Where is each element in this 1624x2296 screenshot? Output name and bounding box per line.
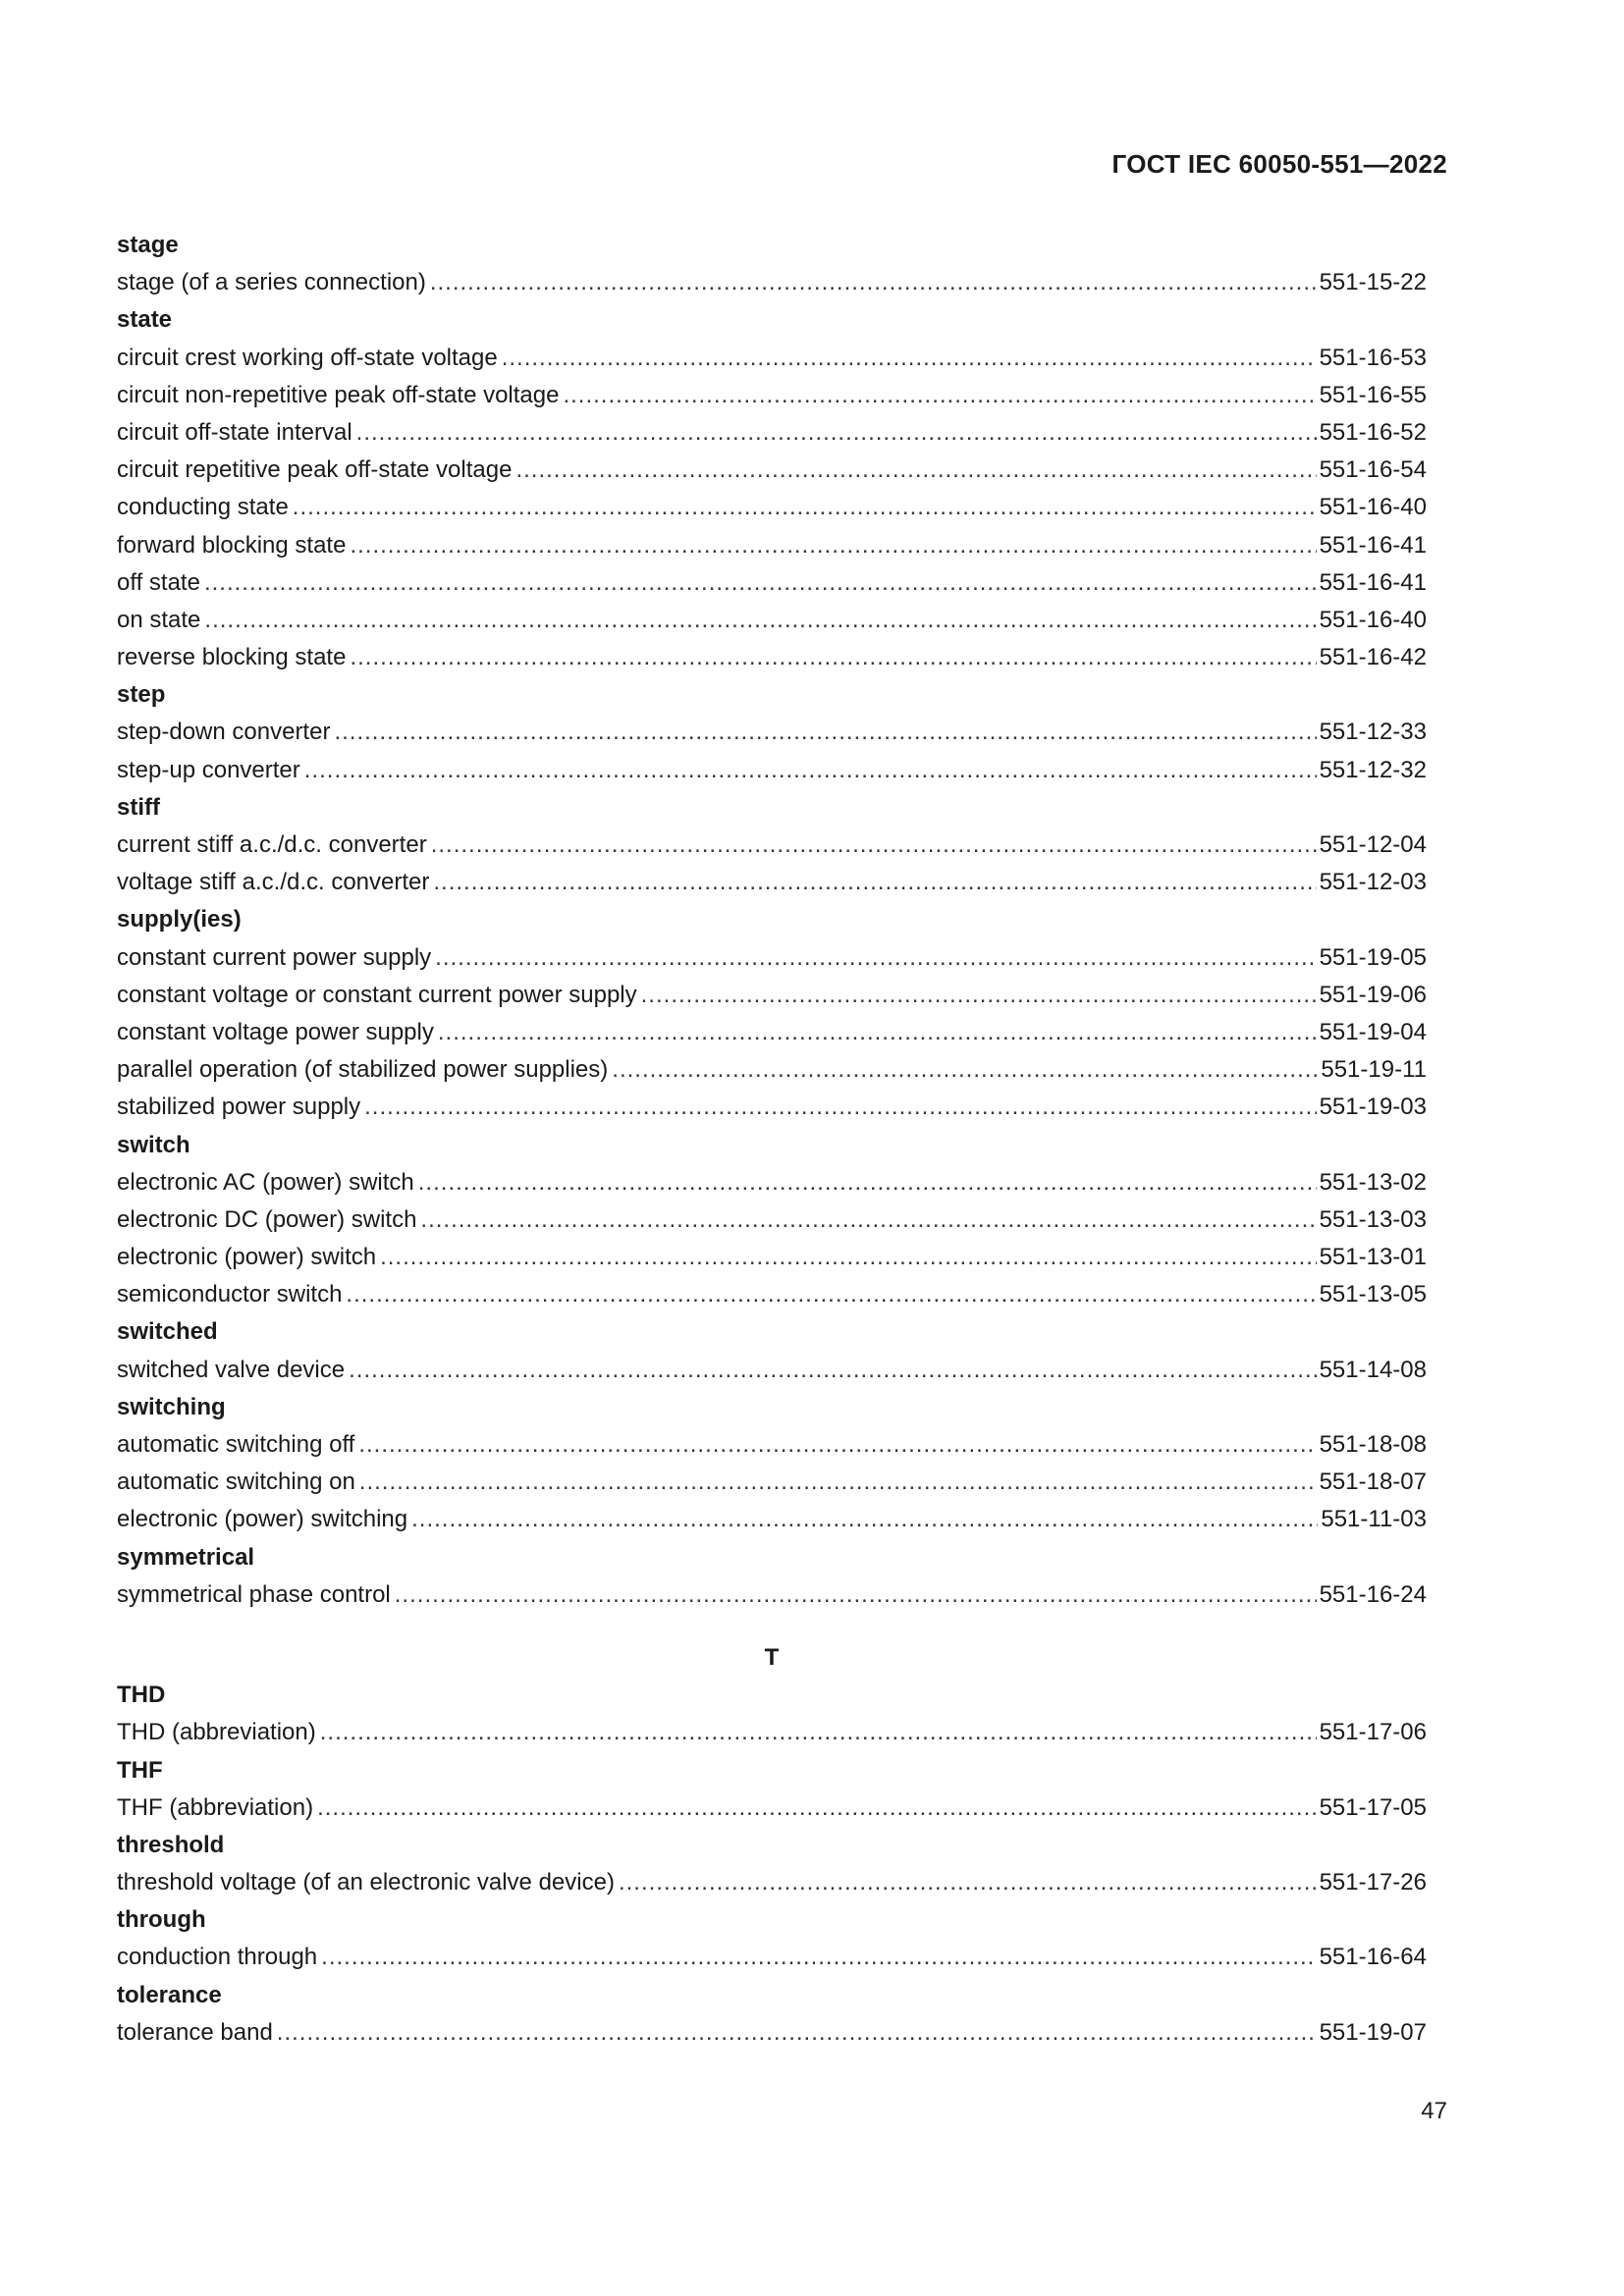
index-term: electronic AC (power) switch [117, 1168, 414, 1196]
dot-leader [364, 1089, 1316, 1126]
index-term: circuit off-state interval [117, 418, 352, 446]
index-entry [117, 264, 1427, 301]
index-entry [117, 752, 1427, 789]
index-reference: 551-13-02 [1319, 1168, 1427, 1196]
index-entry [117, 1576, 1427, 1614]
index-heading: symmetrical [117, 1543, 255, 1571]
dot-leader [619, 1864, 1317, 1901]
index-entry [117, 1426, 1427, 1464]
letter-divider: T [764, 1643, 780, 1671]
index-entry [117, 1789, 1427, 1827]
index-term: conducting state [117, 494, 289, 521]
index-heading: switching [117, 1393, 226, 1420]
index-reference: 551-16-55 [1319, 381, 1427, 408]
index-reference: 551-16-40 [1319, 494, 1427, 521]
dot-leader [502, 340, 1317, 377]
index-term: electronic DC (power) switch [117, 1205, 417, 1233]
index-entry [117, 1939, 1427, 1976]
index-reference: 551-18-08 [1319, 1431, 1427, 1458]
index-heading: switch [117, 1131, 190, 1158]
index-entry [117, 714, 1427, 751]
index-reference: 551-16-42 [1319, 644, 1427, 671]
index-term: electronic (power) switching [117, 1506, 408, 1533]
index-reference: 551-19-07 [1319, 2018, 1427, 2046]
index-reference: 551-12-33 [1319, 719, 1427, 746]
index-reference: 551-16-24 [1319, 1580, 1427, 1608]
index-term: constant voltage power supply [117, 1018, 434, 1045]
index-reference: 551-19-11 [1321, 1056, 1427, 1084]
index-term: forward blocking state [117, 531, 347, 559]
index-term: electronic (power) switch [117, 1244, 377, 1271]
index-heading: THF [117, 1756, 163, 1784]
index-list [117, 227, 1427, 2052]
dot-leader [433, 864, 1316, 901]
index-reference: 551-12-32 [1319, 756, 1427, 783]
index-term: parallel operation (of stabilized power supplies) [117, 1056, 609, 1084]
document-header: ГОСТ IEC 60050-551—2022 [1111, 149, 1447, 179]
dot-leader [321, 1939, 1316, 1976]
dot-leader [418, 1164, 1317, 1201]
index-term: circuit repetitive peak off-state voltage [117, 456, 513, 484]
dot-leader [277, 2014, 1317, 2052]
index-entry [117, 340, 1427, 377]
index-entry [117, 414, 1427, 452]
index-reference: 551-14-08 [1319, 1356, 1427, 1383]
index-reference: 551-13-05 [1319, 1281, 1427, 1308]
index-entry [117, 1201, 1427, 1239]
page-number: 47 [1421, 2098, 1447, 2124]
index-reference: 551-16-41 [1319, 531, 1427, 559]
dot-leader [356, 414, 1317, 452]
index-entry [117, 564, 1427, 602]
index-heading: THD [117, 1682, 166, 1709]
index-entry [117, 1014, 1427, 1051]
index-term: automatic switching on [117, 1468, 355, 1496]
index-entry [117, 1239, 1427, 1276]
index-reference: 551-13-03 [1319, 1205, 1427, 1233]
index-reference: 551-18-07 [1319, 1468, 1427, 1496]
dot-leader [293, 489, 1317, 526]
dot-leader [350, 639, 1316, 676]
index-term: voltage stiff a.c./d.c. converter [117, 869, 430, 896]
dot-leader [515, 452, 1316, 489]
index-entry [117, 602, 1427, 639]
index-entry [117, 1501, 1427, 1538]
index-term: circuit non-repetitive peak off-state voltage [117, 381, 560, 408]
index-term: semiconductor switch [117, 1281, 343, 1308]
dot-leader [204, 602, 1316, 639]
dot-leader [349, 1352, 1316, 1389]
index-reference: 551-17-06 [1319, 1719, 1427, 1746]
index-entry [117, 827, 1427, 864]
index-term: THF (abbreviation) [117, 1793, 314, 1821]
index-term: on state [117, 606, 201, 633]
index-entry [117, 377, 1427, 414]
dot-leader [430, 264, 1317, 301]
index-heading: switched [117, 1318, 218, 1346]
dot-leader [411, 1501, 1318, 1538]
index-entry [117, 1352, 1427, 1389]
dot-leader [334, 714, 1316, 751]
dot-leader [431, 827, 1317, 864]
index-term: step-down converter [117, 719, 331, 746]
dot-leader [563, 377, 1316, 414]
index-term: circuit crest working off-state voltage [117, 344, 498, 371]
index-reference: 551-12-04 [1319, 831, 1427, 858]
index-entry [117, 527, 1427, 564]
index-reference: 551-11-03 [1321, 1506, 1427, 1533]
index-reference: 551-16-53 [1319, 344, 1427, 371]
index-term: reverse blocking state [117, 644, 347, 671]
index-term: step-up converter [117, 756, 300, 783]
index-reference: 551-16-64 [1319, 1944, 1427, 1971]
index-term: off state [117, 568, 200, 596]
dot-leader [420, 1201, 1316, 1239]
index-reference: 551-19-06 [1319, 981, 1427, 1008]
index-heading: step [117, 681, 166, 709]
index-entry [117, 1464, 1427, 1501]
index-reference: 551-16-41 [1319, 568, 1427, 596]
index-heading: through [117, 1906, 206, 1934]
dot-leader [395, 1576, 1317, 1614]
dot-leader [320, 1714, 1317, 1751]
dot-leader [317, 1789, 1317, 1827]
dot-leader [380, 1239, 1316, 1276]
index-heading: tolerance [117, 1981, 222, 2008]
index-term: threshold voltage (of an electronic valve device) [117, 1869, 615, 1896]
index-term: symmetrical phase control [117, 1580, 391, 1608]
index-entry [117, 489, 1427, 526]
index-reference: 551-16-40 [1319, 606, 1427, 633]
index-reference: 551-13-01 [1319, 1244, 1427, 1271]
index-term: stage (of a series connection) [117, 269, 426, 296]
index-entry [117, 1051, 1427, 1089]
index-sections-after [117, 1677, 1427, 2052]
index-reference: 551-15-22 [1319, 269, 1427, 296]
index-term: constant current power supply [117, 943, 432, 971]
dot-leader [358, 1426, 1316, 1464]
index-term: automatic switching off [117, 1431, 355, 1458]
dot-leader [435, 939, 1316, 977]
dot-leader [304, 752, 1317, 789]
index-sections-before [117, 227, 1427, 1614]
dot-leader [359, 1464, 1317, 1501]
index-entry [117, 1276, 1427, 1313]
index-entry [117, 864, 1427, 901]
index-entry [117, 639, 1427, 676]
index-reference: 551-12-03 [1319, 869, 1427, 896]
index-term: conduction through [117, 1944, 318, 1971]
index-term: constant voltage or constant current power supply [117, 981, 637, 1008]
index-term: current stiff a.c./d.c. converter [117, 831, 427, 858]
index-heading: stiff [117, 793, 160, 821]
index-term: switched valve device [117, 1356, 346, 1383]
index-entry [117, 939, 1427, 977]
index-term: THD (abbreviation) [117, 1719, 316, 1746]
index-heading: state [117, 306, 173, 334]
index-entry [117, 452, 1427, 489]
index-reference: 551-19-03 [1319, 1094, 1427, 1121]
index-heading: supply(ies) [117, 906, 242, 934]
dot-leader [204, 564, 1317, 602]
index-entry [117, 2014, 1427, 2052]
index-reference: 551-19-05 [1319, 943, 1427, 971]
index-entry [117, 1864, 1427, 1901]
dot-leader [346, 1276, 1316, 1313]
index-entry [117, 1714, 1427, 1751]
index-heading: stage [117, 232, 179, 258]
index-entry [117, 1089, 1427, 1126]
index-entry [117, 977, 1427, 1014]
dot-leader [350, 527, 1316, 564]
index-reference: 551-17-05 [1319, 1793, 1427, 1821]
index-term: tolerance band [117, 2018, 273, 2046]
index-reference: 551-17-26 [1319, 1869, 1427, 1896]
index-reference: 551-19-04 [1319, 1018, 1427, 1045]
index-reference: 551-16-54 [1319, 456, 1427, 484]
index-entry [117, 1164, 1427, 1201]
dot-leader [641, 977, 1317, 1014]
dot-leader [438, 1014, 1317, 1051]
index-term: stabilized power supply [117, 1094, 361, 1121]
index-heading: threshold [117, 1831, 225, 1858]
index-reference: 551-16-52 [1319, 418, 1427, 446]
dot-leader [612, 1051, 1318, 1089]
